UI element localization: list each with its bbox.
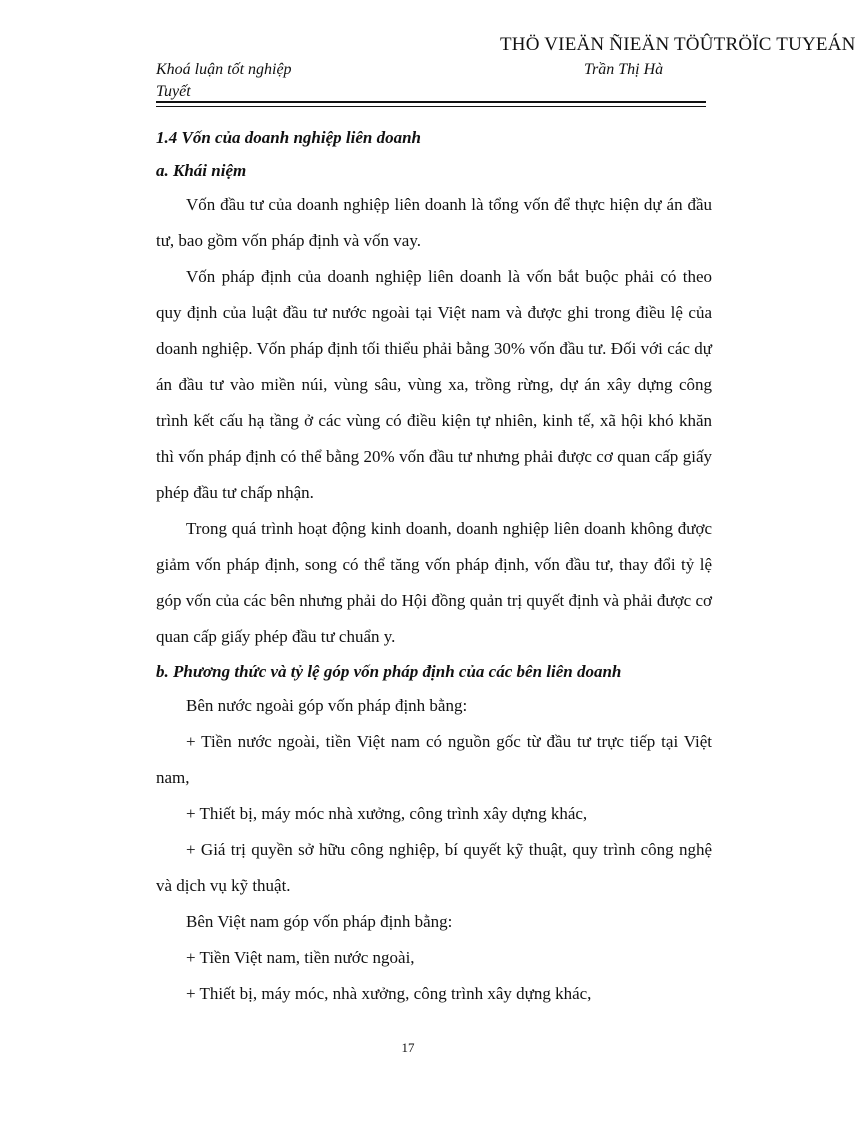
header-rule-thick	[156, 101, 706, 103]
page-body	[156, 121, 712, 1012]
list-item: + Thiết bị, máy móc nhà xưởng, công trình xây dựng khác,	[186, 804, 588, 823]
subsection-heading-a: a. Khái niệm	[156, 161, 247, 180]
header-author-name: Trần Thị Hà	[584, 61, 664, 78]
paragraph: Trong quá trình hoạt động kinh doanh, doanh nghiệp liên doanh không được giảm vốn pháp định, song có thể tăng vốn pháp định, vốn đầu tư, thay đổi tỷ lệ góp vốn của các bên nhưng phải do Hội đồng quản trị quyết định và phải được cơ quan cấp giấy phép đầu tư chuẩn y.	[156, 519, 712, 646]
library-watermark: THÖ VIEÄN ÑIEÄN TÖÛTRÖÏC TUYEÁN	[500, 34, 856, 55]
subsection-heading-b: b. Phương thức và tỷ lệ góp vốn pháp định của các bên liên doanh	[156, 662, 622, 681]
paragraph: Bên nước ngoài góp vốn pháp định bằng:	[186, 696, 468, 715]
list-item: + Giá trị quyền sở hữu công nghiệp, bí quyết kỹ thuật, quy trình công nghệ và dịch vụ kỹ thuật.	[156, 840, 712, 895]
paragraph: Bên Việt nam góp vốn pháp định bằng:	[186, 912, 453, 931]
section-heading-1-4: 1.4 Vốn của doanh nghiệp liên doanh	[156, 128, 421, 147]
paragraph: Vốn pháp định của doanh nghiệp liên doanh là vốn bắt buộc phải có theo quy định của luật đầu tư nước ngoài tại Việt nam và được ghi trong điều lệ của doanh nghiệp. Vốn pháp định tối thiểu phải bằng 30% vốn đầu tư. Đối với các dự án đầu tư vào miền núi, vùng sâu, vùng xa, trồng rừng, dự án xây dựng công trình kết cấu hạ tầng ở các vùng có điều kiện tự nhiên, kinh tế, xã hội khó khăn thì vốn pháp định có thể bằng 20% vốn đầu tư nhưng phải được cơ quan cấp giấy phép đầu tư chấp nhận.	[156, 267, 712, 502]
list-item: + Tiền nước ngoài, tiền Việt nam có nguồn gốc từ đầu tư trực tiếp tại Việt nam,	[156, 732, 712, 787]
paragraph: Vốn đầu tư của doanh nghiệp liên doanh là tổng vốn để thực hiện dự án đầu tư, bao gồm vốn pháp định và vốn vay.	[156, 195, 712, 250]
list-item: + Tiền Việt nam, tiền nước ngoài,	[186, 948, 415, 967]
list-item: + Thiết bị, máy móc, nhà xưởng, công trình xây dựng khác,	[186, 984, 592, 1003]
page-number: 17	[401, 1040, 415, 1055]
header-rule-thin	[156, 106, 706, 107]
running-header-left	[156, 59, 292, 103]
header-author-surname: Tuyết	[156, 83, 191, 100]
header-thesis-label: Khoá luận tốt nghiệp	[156, 61, 292, 78]
